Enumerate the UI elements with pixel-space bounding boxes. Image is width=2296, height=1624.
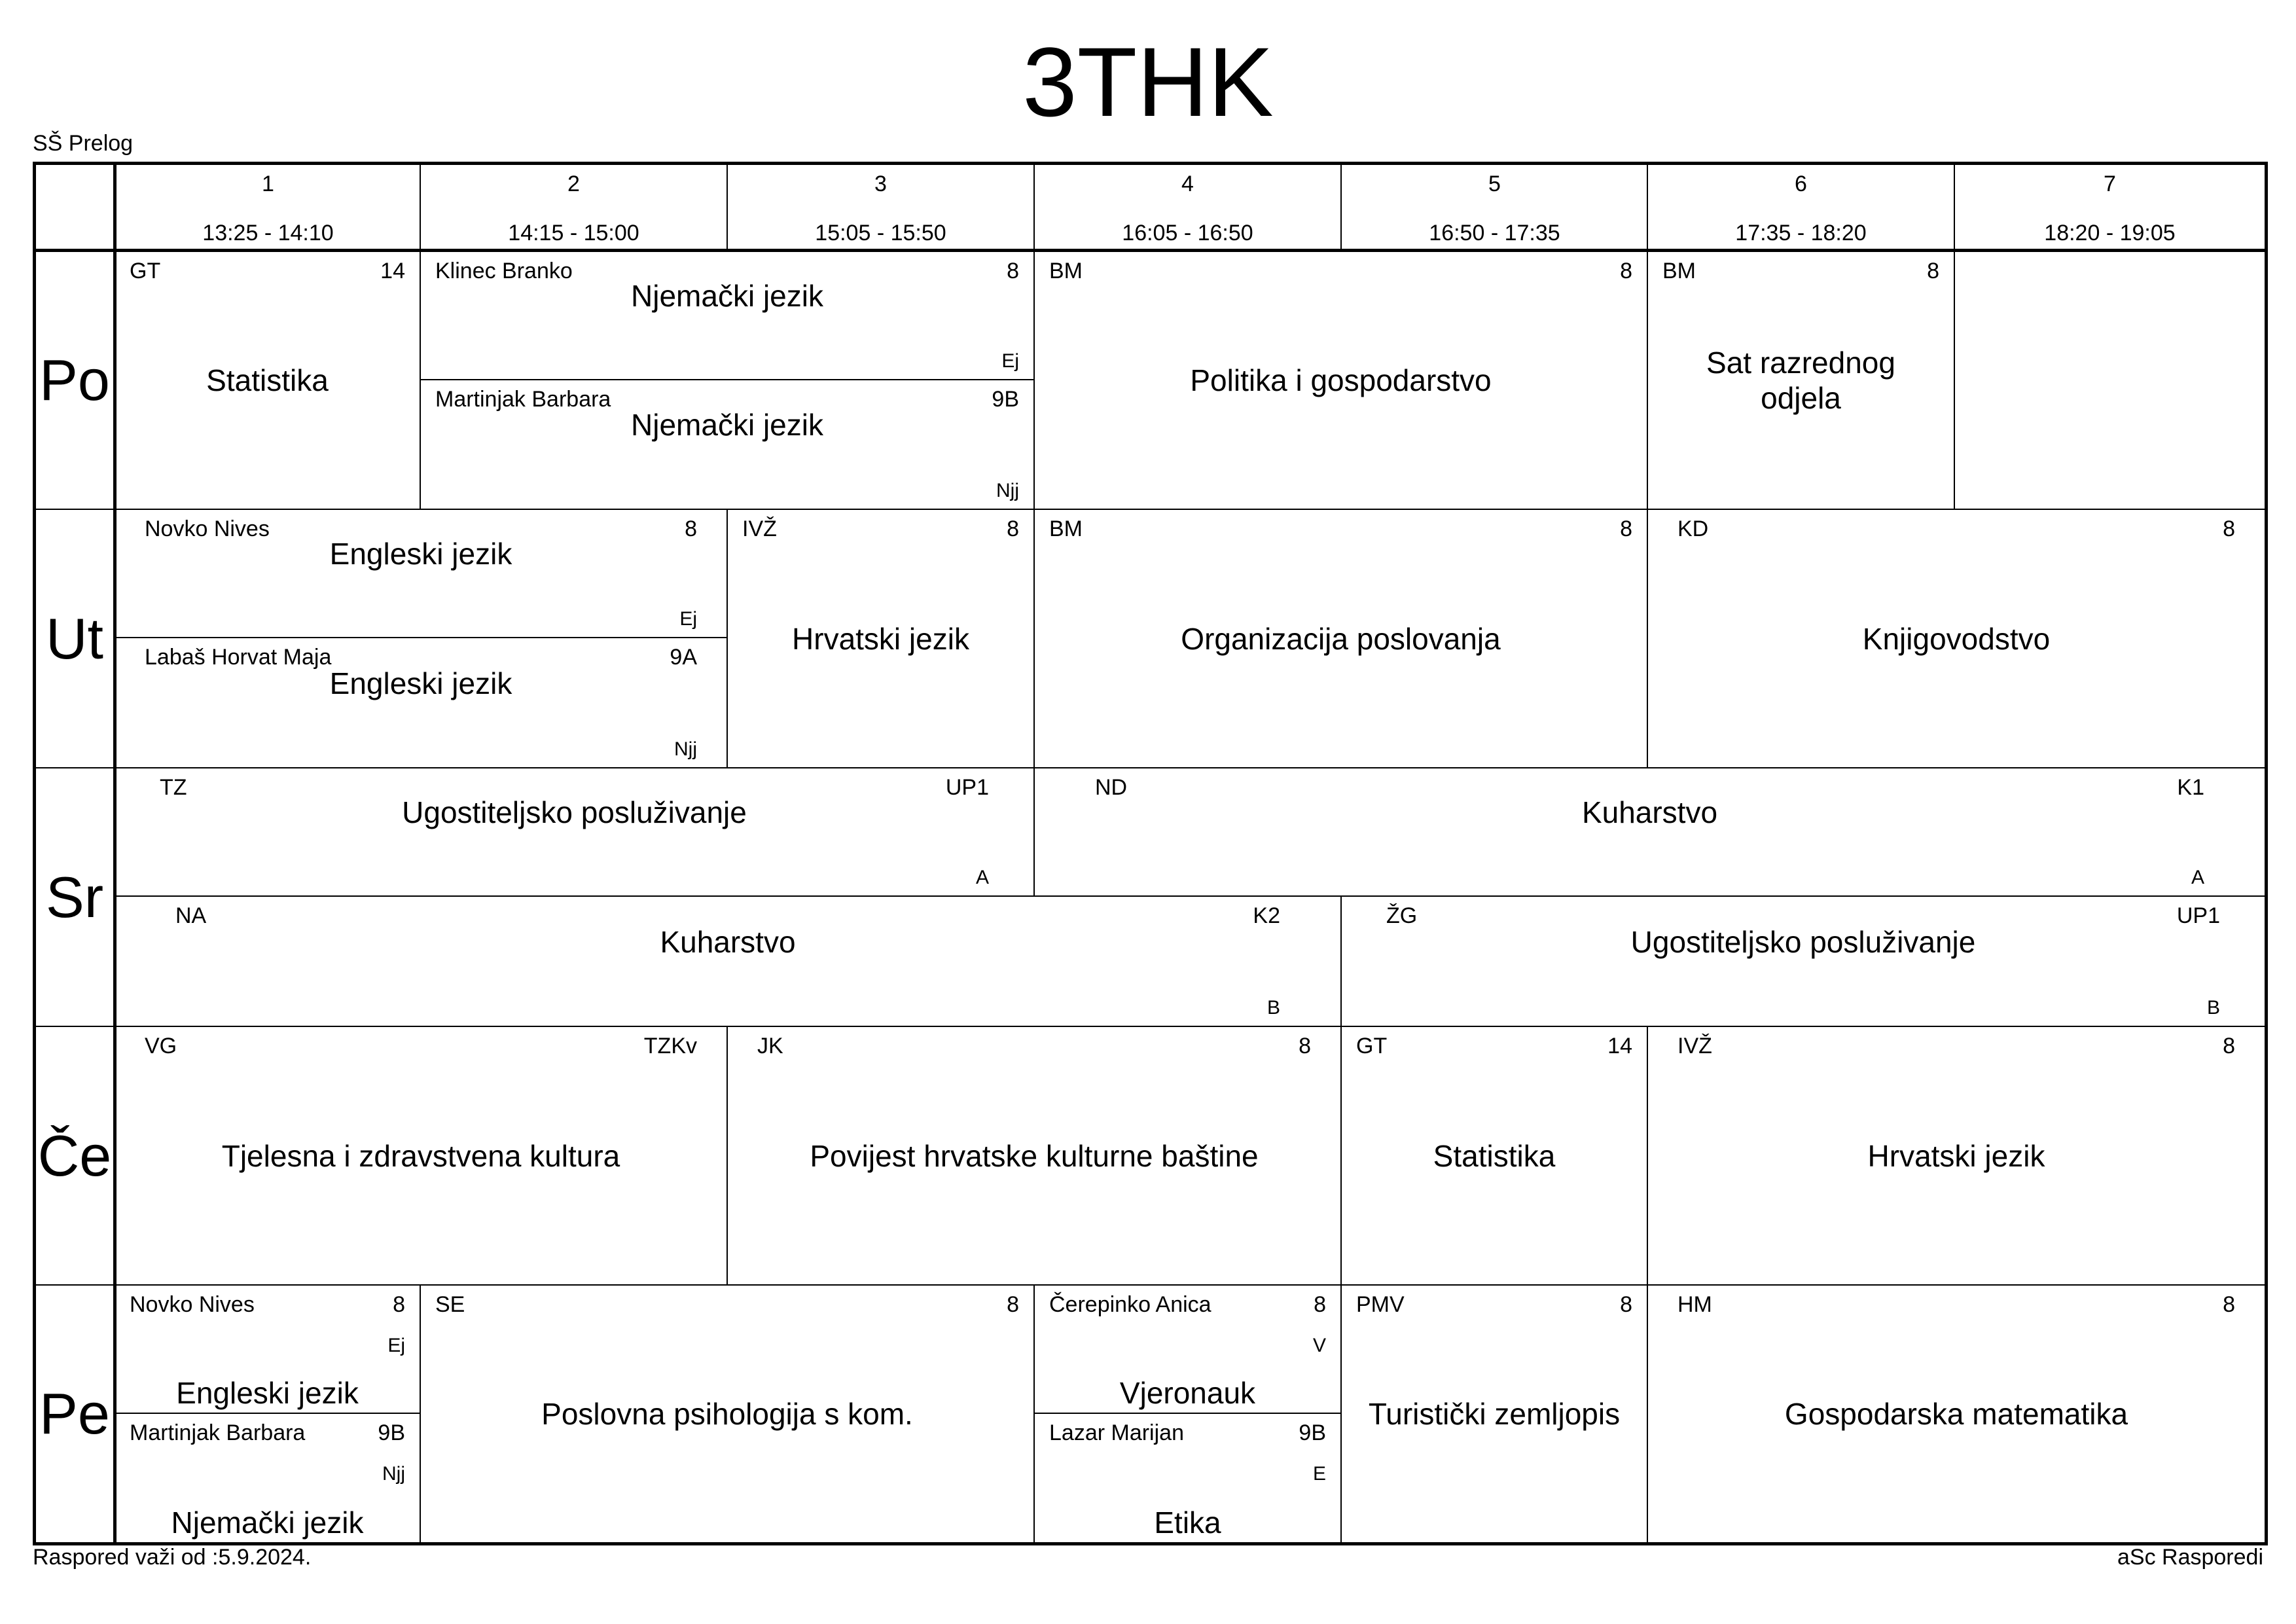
subject: Njemački jezik bbox=[631, 408, 823, 442]
subject: Turistički zemljopis bbox=[1368, 1397, 1621, 1431]
teacher: Martinjak Barbara bbox=[130, 1420, 306, 1445]
lesson-cell-group[interactable] bbox=[1035, 1414, 1342, 1542]
lesson-cell[interactable] bbox=[1648, 1027, 2265, 1284]
lesson-cell-group[interactable] bbox=[421, 380, 1035, 509]
subject: Njemački jezik bbox=[171, 1506, 364, 1540]
room: 8 bbox=[2223, 1034, 2235, 1058]
period-time: 16:05 - 16:50 bbox=[1122, 221, 1253, 245]
subject: Ugostiteljsko posluživanje bbox=[1630, 924, 1976, 959]
period-header-7 bbox=[1955, 165, 2265, 249]
room: 8 bbox=[2223, 516, 2235, 541]
lesson-cell[interactable] bbox=[1342, 1286, 1648, 1542]
group: E bbox=[1312, 1463, 1326, 1485]
group: B bbox=[1266, 997, 1280, 1019]
group: Njj bbox=[674, 738, 697, 760]
software-credit: aSc Rasporedi bbox=[2117, 1545, 2263, 1570]
subject: Hrvatski jezik bbox=[1867, 1138, 2045, 1173]
lesson-cell[interactable] bbox=[728, 510, 1035, 767]
room: 8 bbox=[1007, 516, 1019, 541]
group: V bbox=[1312, 1335, 1326, 1356]
teacher: TZ bbox=[160, 775, 187, 800]
teacher: Čerepinko Anica bbox=[1049, 1292, 1211, 1317]
teacher: BM bbox=[1049, 516, 1083, 541]
school-name: SŠ Prelog bbox=[33, 131, 134, 156]
period-time: 16:50 - 17:35 bbox=[1429, 221, 1560, 245]
teacher: KD bbox=[1677, 516, 1709, 541]
group: A bbox=[975, 867, 989, 888]
subject: Tjelesna i zdravstvena kultura bbox=[221, 1138, 620, 1173]
lesson-cell-group[interactable] bbox=[1035, 1286, 1342, 1414]
lesson-cell-group[interactable] bbox=[115, 768, 1035, 897]
subject: Knjigovodstvo bbox=[1862, 621, 2051, 656]
room: 8 bbox=[685, 516, 697, 541]
room: 8 bbox=[1620, 1292, 1632, 1317]
lesson-cell[interactable] bbox=[115, 252, 421, 509]
teacher: PMV bbox=[1356, 1292, 1405, 1317]
room: K1 bbox=[2177, 775, 2204, 800]
group: Njj bbox=[382, 1463, 405, 1485]
lesson-cell[interactable] bbox=[728, 1027, 1342, 1284]
lesson-cell-group[interactable] bbox=[115, 510, 728, 638]
room: 8 bbox=[1620, 516, 1632, 541]
teacher: BM bbox=[1049, 259, 1083, 283]
teacher: Novko Nives bbox=[145, 516, 270, 541]
subject: Engleski jezik bbox=[329, 537, 512, 571]
room: UP1 bbox=[2176, 903, 2220, 928]
teacher: NA bbox=[175, 903, 207, 928]
period-number: 2 bbox=[567, 171, 580, 196]
period-header-4 bbox=[1035, 165, 1340, 249]
teacher: BM bbox=[1662, 259, 1696, 283]
period-time: 14:15 - 15:00 bbox=[508, 221, 639, 245]
subject: Kuharstvo bbox=[1581, 795, 1718, 829]
teacher: ŽG bbox=[1386, 903, 1418, 928]
room: K2 bbox=[1253, 903, 1280, 928]
period-time: 18:20 - 19:05 bbox=[2044, 221, 2176, 245]
day-label-friday: Pe bbox=[39, 1381, 110, 1446]
room: 8 bbox=[1620, 259, 1632, 283]
class-title: 3THK bbox=[1022, 27, 1274, 137]
lesson-cell-group[interactable] bbox=[115, 638, 728, 767]
lesson-cell[interactable] bbox=[421, 1286, 1035, 1542]
room: 14 bbox=[380, 259, 405, 283]
teacher: SE bbox=[435, 1292, 465, 1317]
subject: Statistika bbox=[206, 363, 329, 397]
lesson-cell[interactable] bbox=[115, 1027, 728, 1284]
lesson-cell[interactable] bbox=[1035, 252, 1648, 509]
subject: Povijest hrvatske kulturne baštine bbox=[810, 1138, 1259, 1173]
group: Ej bbox=[679, 608, 697, 630]
period-time: 15:05 - 15:50 bbox=[815, 221, 946, 245]
period-header-5 bbox=[1342, 165, 1647, 249]
lesson-cell-group[interactable] bbox=[115, 897, 1342, 1026]
period-number: 4 bbox=[1181, 171, 1194, 196]
lesson-cell[interactable] bbox=[1648, 510, 2265, 767]
room: 9A bbox=[670, 645, 697, 670]
room: 8 bbox=[1299, 1034, 1311, 1058]
period-number: 5 bbox=[1488, 171, 1501, 196]
period-number: 7 bbox=[2104, 171, 2116, 196]
subject: Vjeronauk bbox=[1119, 1376, 1256, 1410]
period-time: 17:35 - 18:20 bbox=[1735, 221, 1867, 245]
group: A bbox=[2191, 867, 2204, 888]
lesson-cell[interactable] bbox=[1648, 1286, 2265, 1542]
teacher: Lazar Marijan bbox=[1049, 1420, 1184, 1445]
room: 8 bbox=[1007, 259, 1019, 283]
room: 9B bbox=[992, 387, 1019, 412]
subject: Sat razrednog odjela bbox=[1706, 346, 1895, 415]
lesson-cell[interactable] bbox=[1648, 252, 1955, 509]
day-label-wednesday: Sr bbox=[46, 864, 103, 929]
subject: Engleski jezik bbox=[329, 666, 512, 700]
subject: Ugostiteljsko posluživanje bbox=[402, 795, 747, 829]
day-label-monday: Po bbox=[39, 348, 110, 412]
teacher: Martinjak Barbara bbox=[435, 387, 611, 412]
group: Njj bbox=[996, 480, 1019, 501]
subject: Organizacija poslovanja bbox=[1181, 621, 1501, 656]
teacher: IVŽ bbox=[742, 516, 777, 541]
timetable-grid bbox=[33, 162, 2268, 1545]
period-header-2 bbox=[421, 165, 726, 249]
teacher: ND bbox=[1095, 775, 1128, 800]
lesson-cell[interactable] bbox=[1342, 1027, 1648, 1284]
subject: Njemački jezik bbox=[631, 279, 823, 313]
lesson-cell-group[interactable] bbox=[115, 1414, 421, 1542]
room: 8 bbox=[2223, 1292, 2235, 1317]
lesson-cell[interactable] bbox=[1035, 510, 1648, 767]
teacher: JK bbox=[757, 1034, 783, 1058]
period-time: 13:25 - 14:10 bbox=[202, 221, 334, 245]
period-number: 6 bbox=[1795, 171, 1807, 196]
validity-note: Raspored važi od :5.9.2024. bbox=[33, 1545, 312, 1570]
room: 8 bbox=[393, 1292, 405, 1317]
teacher: VG bbox=[145, 1034, 177, 1058]
teacher: Klinec Branko bbox=[435, 259, 573, 283]
lesson-cell-group[interactable] bbox=[1342, 897, 2265, 1026]
subject: Engleski jezik bbox=[176, 1376, 359, 1410]
subject: Gospodarska matematika bbox=[1784, 1397, 2128, 1431]
room: 9B bbox=[378, 1420, 405, 1445]
room: 8 bbox=[1927, 259, 1939, 283]
group: B bbox=[2206, 997, 2220, 1019]
room: 8 bbox=[1314, 1292, 1326, 1317]
lesson-cell-group[interactable] bbox=[421, 252, 1035, 380]
teacher: GT bbox=[1356, 1034, 1388, 1058]
room: UP1 bbox=[945, 775, 989, 800]
lesson-cell-group[interactable] bbox=[115, 1286, 421, 1414]
period-header-3 bbox=[728, 165, 1033, 249]
subject: Poslovna psihologija s kom. bbox=[541, 1397, 913, 1431]
teacher: GT bbox=[130, 259, 161, 283]
subject: Politika i gospodarstvo bbox=[1190, 363, 1492, 397]
subject: Hrvatski jezik bbox=[792, 621, 969, 656]
group: Ej bbox=[1001, 350, 1019, 372]
room: 9B bbox=[1299, 1420, 1326, 1445]
period-header-6 bbox=[1648, 165, 1954, 249]
lesson-cell-group[interactable] bbox=[1035, 768, 2265, 897]
period-number: 3 bbox=[874, 171, 887, 196]
subject: Statistika bbox=[1433, 1138, 1556, 1173]
day-label-tuesday: Ut bbox=[46, 605, 103, 671]
room: TZKv bbox=[643, 1034, 697, 1058]
teacher: Labaš Horvat Maja bbox=[145, 645, 332, 670]
room: 8 bbox=[1007, 1292, 1019, 1317]
period-number: 1 bbox=[262, 171, 274, 196]
teacher: Novko Nives bbox=[130, 1292, 255, 1317]
room: 14 bbox=[1607, 1034, 1632, 1058]
teacher: IVŽ bbox=[1677, 1034, 1712, 1058]
group: Ej bbox=[387, 1335, 405, 1356]
day-label-thursday: Če bbox=[37, 1123, 112, 1188]
subject: Kuharstvo bbox=[660, 924, 796, 959]
period-header-1 bbox=[115, 165, 421, 249]
teacher: HM bbox=[1677, 1292, 1712, 1317]
subject: Etika bbox=[1154, 1506, 1221, 1540]
